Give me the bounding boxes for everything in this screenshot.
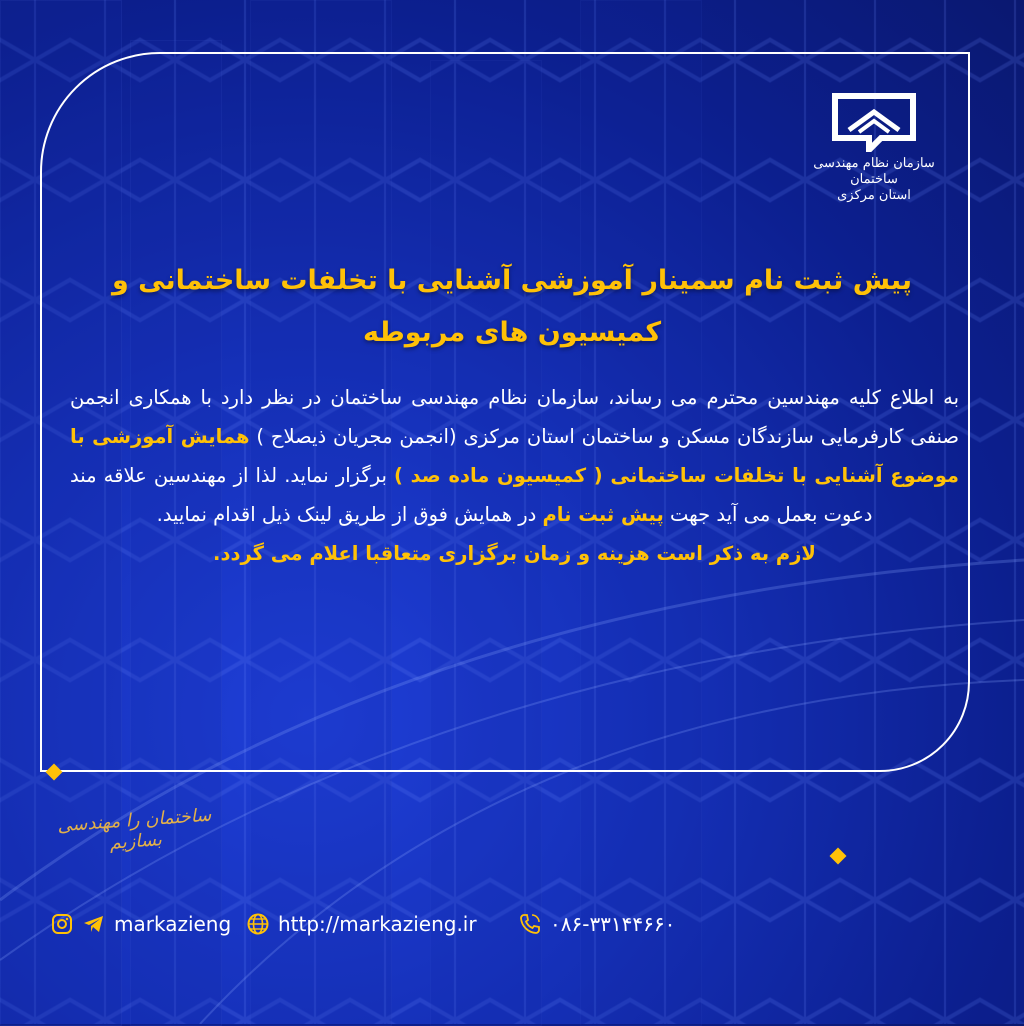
logo-org-province: استان مرکزی — [837, 188, 911, 203]
phone-icon — [518, 912, 542, 936]
frame-corner-diamond — [830, 848, 847, 865]
announcement-paragraph — [70, 378, 959, 534]
globe-icon — [246, 912, 270, 936]
logo-emblem-icon — [829, 90, 919, 152]
page-title — [90, 255, 934, 359]
closing-note: لازم به ذکر است هزینه و زمان برگزاری متعاقبا اعلام می گردد. — [213, 542, 816, 565]
phone-contact[interactable] — [518, 912, 675, 936]
footer-contact-bar — [50, 912, 984, 948]
title-line-1: پیش ثبت نام سمینار آموزشی آشنایی با تخلفات ساختمانی و — [111, 265, 913, 296]
social-link[interactable] — [50, 912, 231, 936]
brand-slogan: ساختمان را مهندسی بسازیم — [56, 804, 212, 854]
instagram-icon[interactable] — [50, 912, 74, 936]
body-text-3: در همایش فوق از طریق لینک ذیل اقدام نمایید. — [156, 503, 543, 526]
body-text-1: به اطلاع کلیه مهندسین محترم می رساند، سازمان نظام مهندسی ساختمان در نظر دارد با همکاری انجمن صنفی کارفرمایی سازندگان مسکن و ساختمان استان مرکزی (انجمن مجریان ذیصلاح ) — [70, 386, 959, 448]
social-handle[interactable]: markazieng — [114, 912, 232, 936]
organization-logo — [809, 90, 939, 204]
title-line-2: کمیسیون های مربوطه — [362, 317, 662, 348]
preregistration-highlight: پیش ثبت نام — [542, 503, 664, 526]
announcement-body — [70, 378, 959, 573]
telegram-icon[interactable] — [82, 912, 106, 936]
website-url[interactable]: http://markazieng.ir — [278, 912, 477, 936]
body-text-2: برگزار نماید. لذا از مهندسین علاقه مند دعوت بعمل می آید جهت — [70, 464, 873, 526]
event-topic-highlight: همایش آموزشی با موضوع آشنایی با تخلفات ساختمانی ( کمیسیون ماده صد ) — [70, 425, 959, 487]
logo-org-name: سازمان نظام مهندسی ساختمان — [813, 156, 935, 187]
website-link[interactable] — [246, 912, 477, 936]
phone-number[interactable]: ۰۸۶-۳۳۱۴۴۶۶۰ — [550, 912, 676, 936]
